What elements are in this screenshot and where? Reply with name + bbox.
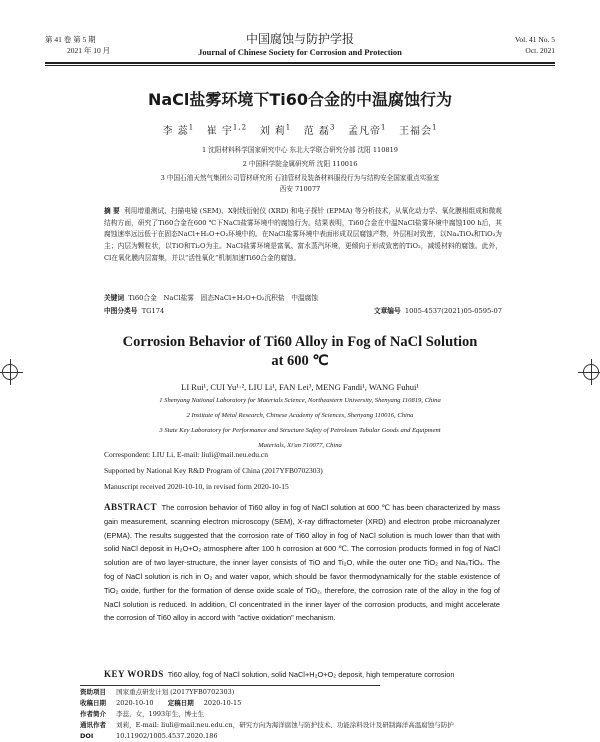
date-en: Oct. 2021 [525,46,555,55]
corr-label: 通讯作者 [80,721,106,729]
clc-value: TG174 [141,307,165,315]
en-affiliations [80,395,520,452]
dates-line [80,698,550,709]
cn-author: 李 蕊$^1$ [162,123,195,137]
article-no-label: 文章编号 [373,307,401,315]
doi-line [80,731,550,742]
en-aff-3: 3 State Key Laboratory for Performance and Structure Safety of Petroleum Tubular Goods and Equipment [159,427,441,434]
cn-author: 刘 莉$^1$ [259,123,292,137]
cn-aff-3: 3 中国石油天然气集团公司管材研究所 石油管材及装备材料服役行为与结构安全国家重点实验室 [160,174,440,182]
clc-label: 中图分类号 [104,307,138,315]
doi-label: DOI [80,732,94,740]
corr-value: 刘莉，E-mail: liuli@mail.neu.edu.cn，研究方向为海洋腐蚀与防护技术、功能涂料设计及研制海洋高温腐蚀与防护 [116,721,454,729]
cn-author: 王福会$^1$ [399,123,438,137]
en-keywords-text: Ti60 alloy, fog of NaCl solution, solid NaCl+H₂O+O₂ deposit, high temperature corrosion [167,670,455,679]
volume-en: Vol. 41 No. 5 [514,35,555,44]
correspondent: Correspondent: LIU Li, E-mail: liuli@mail.neu.edu.cn [104,450,268,459]
received-value: 2020-10-10 [116,699,154,707]
cn-aff-1: 1 沈阳材料科学国家研究中心 东北大学联合研究分部 沈阳 110819 [202,146,398,154]
article-no-value: 1005-4537(2021)05-0595-07 [404,307,502,315]
cn-keywords-text: Ti60合金 NaCl盐雾 固态NaCl+H₂O+O₂沉积盐 中温腐蚀 [128,294,318,302]
author-label: 作者简介 [80,710,106,718]
footer-notes [80,687,550,742]
cn-aff-3b: 西安 710077 [279,185,321,193]
en-meta [104,448,524,493]
fund-value: 国家重点研发计划 (2017YFB0702303) [116,688,235,696]
cn-keywords [104,292,504,302]
en-aff-3b: Materials, Xi'an 710077, China [258,442,342,449]
header-rule-thin [45,65,555,66]
manuscript-dates: Manuscript received 2020-10-10, in revised form 2020-10-15 [104,482,289,491]
en-title [0,333,600,371]
final-value: 2020-10-15 [203,699,242,707]
final-label: 定稿日期 [167,699,194,707]
en-aff-2: 2 Institute of Metal Research, Chinese Academy of Sciences, Shenyang 110016, China [186,412,414,419]
cn-author: 崔 宇$^{1,2}$ [206,123,248,137]
volume-cn: 第 41 卷 第 5 期 [45,35,96,44]
cn-author: 范 磊$^3$ [303,123,336,137]
cn-abstract-text: 利用增重测试、扫描电镜 (SEM)、X射线衍射仪 (XRD) 和电子探针 (EPMA) 等分析技术，从氧化动力学、氧化膜相组成和微观结构方面，研究了Ti60合金在600 ℃下NaCl盐雾环境中的腐蚀行为。结果表明，Ti60合金在中温NaCl盐雾环境中腐蚀100 h后，其腐蚀速率远远低于在固态NaCl+H₂O+O₂环境中的。在NaCl盐雾环境中表面形成双层腐蚀产物，外层相对致密，以Na₄TiO₄和TiO₂为主；内层为颗粒状，以TiO和Ti₂O为主。NaCl盐雾环境是富氧、富水蒸汽环境，更倾向于形成致密的TiO₂，减缓材料的腐蚀。此外，Cl在氧化膜内层富集，并以“活性氧化”机制加速Ti60合金的腐蚀。 [104,207,502,262]
en-keywords [104,669,524,679]
doi-value: 10.11902/1005.4537.2020.186 [116,732,218,740]
cn-affiliations [40,145,560,195]
footer-rule [80,685,380,686]
corr-line [80,720,550,731]
header-rule [45,62,555,64]
cn-authors [0,122,600,137]
journal-name-cn: 中国腐蚀与防护学报 [245,32,354,46]
cn-abstract [104,206,502,265]
cn-title: NaCl盐雾环境下Ti60合金的中温腐蚀行为 [147,90,453,109]
cn-keywords-label: 关键词 [104,294,125,302]
author-line [80,709,550,720]
fund-line [80,687,550,698]
cn-author: 孟凡帝$^1$ [348,123,387,137]
cn-aff-2: 2 中国科学院金属研究所 沈阳 110016 [242,160,358,168]
en-abstract-label: ABSTRACT [104,502,158,512]
en-abstract-text: The corrosion behavior of Ti60 alloy in fog of NaCl solution at 600 ℃ has been characterized by mass gain measurement, scanning electron microscopy (SEM), X-ray diffractometer (XRD) and electron probe microanalyzer (EPMA). The results suggested that the corrosion rate of Ti60 alloy in fog of NaCl solution is much lower than that with solid NaCl deposit in H₂O+O₂ atmosphere after 100 h corrosion at 600 ℃. The corrosion products formed in fog of NaCl solution are of two layer-structure, the inner layer consists of TiO and Ti₂O, while the outer one TiO₂ and Na₄TiO₄. The fog of NaCl solution is rich in O₂ and water vapor, which should be favor thermodynamically for the stable existence of TiO₂ oxide, further for the formation of dense oxide scale of TiO₂, therefore, the corrosion rate of the alloy in the fog of NaCl solution is reduced. In addition, Cl concentrated in the inner layer of the corrosion products, and might accelerate the corrosion of Ti60 alloy in accord with "active oxidation" mechanism. [104,503,500,623]
received-label: 收稿日期 [80,699,106,707]
fund-label: 资助项目 [80,688,106,696]
en-abstract [104,501,500,625]
date-cn: 2021 年 10 月 [67,46,111,55]
header-left [45,34,110,56]
en-title-line2: at 600 ℃ [271,353,329,369]
en-title-line1: Corrosion Behavior of Ti60 Alloy in Fog of NaCl Solution [122,334,478,350]
journal-name-en: Journal of Chinese Society for Corrosion and Protection [198,47,402,57]
en-keywords-label: KEY WORDS [104,669,164,679]
supported-by: Supported by National Key R&D Program of China (2017YFB0702303) [104,466,323,475]
en-authors: LI Rui¹, CUI Yu¹·², LIU Li¹, FAN Lei³, MENG Fandi¹, WANG Fuhui¹ [181,382,419,392]
en-aff-1: 1 Shenyang National Laboratory for Materials Science, Northeastern University, Shenyang 110819, China [159,397,441,404]
cn-abstract-label: 摘 要 [104,207,120,215]
author-value: 李蕊，女，1993年生，博士生 [116,710,205,718]
classification-row [104,305,502,315]
header-right [420,34,555,56]
